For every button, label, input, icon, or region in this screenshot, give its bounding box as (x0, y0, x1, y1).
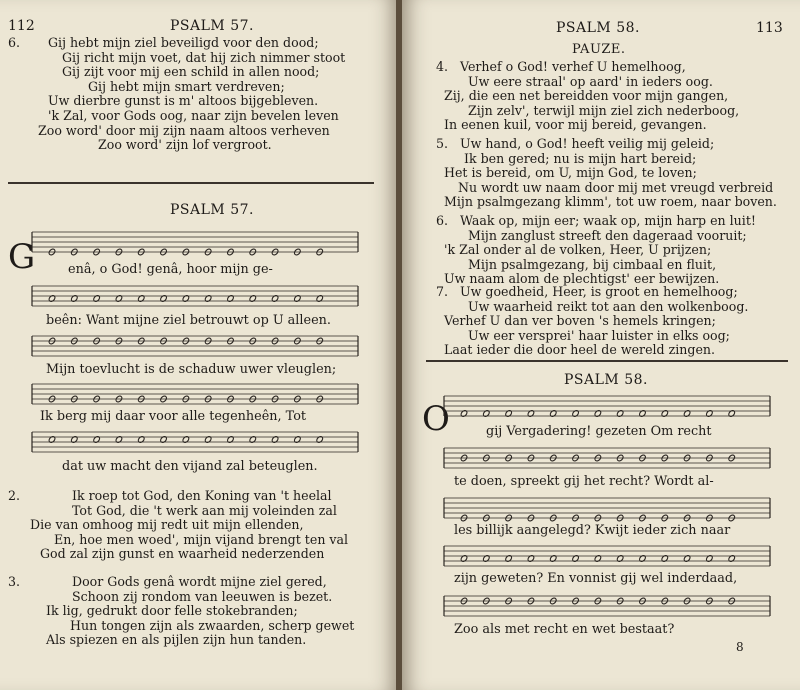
verse-line: Waak op, mijn eer; waak op, mijn harp en luit! (460, 213, 756, 228)
verse-line: Verhef U dan ver boven 's hemels kringen; (444, 313, 716, 329)
running-head: PSALM 58. (556, 20, 640, 36)
verse-line: Uw eer versprei' haar luister in elks oog; (468, 327, 730, 343)
verse-line: Zoo word' zijn lof vergroot. (98, 137, 272, 153)
verse-line: Uw naam alom de plechtigst' eer bewijzen. (444, 271, 720, 287)
right-page (402, 0, 800, 690)
verse-line: Ik ben gered; nu is mijn hart bereid; (464, 150, 697, 166)
verse-line: Ik lig, gedrukt door felle stokebranden; (46, 603, 298, 619)
verse-block (38, 35, 346, 153)
verse-line: Tot God, die 't werk aan mij voleinden zal (72, 502, 337, 518)
verse-number: 3. (8, 574, 21, 589)
music-staff (30, 226, 360, 262)
verse-line: Het is bereid, om U, mijn God, te loven; (444, 165, 697, 181)
verse-line: Zij, die een net bereidden voor mijn gangen, (444, 88, 729, 104)
lyric-line: beên: Want mijne ziel betrouwt op U alleen. (46, 313, 331, 328)
lyric-line: te doen, spreekt gij het recht? Wordt al- (454, 474, 714, 489)
lyric-line: zijn geweten? En vonnist gij wel inderdaad, (454, 571, 738, 586)
verse-line: God zal zijn gunst en waarheid nederzenden (40, 546, 325, 562)
verse-number: 6. (436, 213, 449, 228)
drop-capital: O (422, 399, 450, 439)
lyric-line: Ik berg mij daar voor alle tegenheên, Tot (40, 409, 307, 424)
verse-line: Uw waarheid reikt tot aan den wolkenboog. (468, 298, 749, 314)
verse-number: 4. (436, 59, 449, 74)
verse-block (444, 213, 756, 287)
music-staff (442, 390, 772, 426)
left-page (0, 0, 398, 690)
verse-line: Gij zijt voor mij een schild in allen nood; (62, 64, 320, 80)
verse-number: 7. (436, 284, 449, 299)
verse-line: Mijn psalmgezang, bij cimbaal en fluit, (468, 256, 717, 272)
music-staff (30, 330, 360, 366)
verse-block (30, 488, 349, 562)
music-staff (30, 426, 360, 462)
page-number: 113 (756, 20, 783, 36)
page-number: 112 (8, 18, 35, 34)
verse-line: In eenen kuil, voor mij bereid, gevangen. (444, 117, 707, 133)
verse-line: Ik roep tot God, den Koning van 't heelal (72, 488, 332, 503)
hymn-title: PSALM 58. (564, 372, 648, 388)
verse-line: Schoon zij rondom van leeuwen is bezet. (72, 588, 333, 604)
verse-block (444, 136, 777, 210)
verse-line: Door Gods genâ wordt mijne ziel gered, (72, 574, 327, 589)
music-staff (30, 280, 360, 316)
verse-line: Gij richt mijn voet, dat hij zich nimmer stoot (62, 49, 346, 65)
verse-line: Gij hebt mijn smart verdreven; (88, 78, 285, 94)
hymn-title: PSALM 57. (170, 202, 254, 218)
lyric-line: gij Vergadering! gezeten Om recht (486, 424, 712, 439)
section-divider (8, 182, 374, 184)
verse-line: Mijn zanglust streeft den dageraad vooruit; (468, 227, 747, 243)
verse-line: Laat ieder die door heel de wereld zingen. (444, 342, 716, 358)
verse-block (444, 284, 749, 358)
verse-line: Hun tongen zijn als zwaarden, scherp gewet (70, 617, 355, 633)
verse-line: Uw goedheid, Heer, is groot en hemelhoog; (460, 284, 738, 299)
verse-line: Die van omhoog mij redt uit mijn ellenden, (30, 517, 304, 533)
pause-label: PAUZE. (572, 42, 626, 57)
verse-line: Verhef o God! verhef U hemelhoog, (460, 59, 686, 74)
verse-line: 'k Zal, voor Gods oog, naar zijn bevelen leven (48, 107, 339, 123)
drop-capital: G (8, 237, 36, 277)
verse-line: Uw dierbre gunst is m' altoos bijgebleven. (48, 93, 319, 109)
verse-line: Nu wordt uw naam door mij met vreugd verbreid (458, 179, 774, 195)
verse-number: 5. (436, 136, 449, 151)
verse-line: Mijn psalmgezang klimm', tot uw roem, naar boven. (444, 194, 777, 210)
verse-block (48, 575, 354, 648)
verse-line: Gij hebt mijn ziel beveiligd voor den dood; (48, 35, 319, 50)
running-head: PSALM 57. (170, 18, 254, 34)
verse-number: 6. (8, 35, 21, 50)
verse-number: 2. (8, 488, 21, 503)
lyric-line: Zoo als met recht en wet bestaat? (454, 622, 675, 637)
music-staff (442, 590, 772, 626)
lyric-line: dat uw macht den vijand zal beteuglen. (62, 459, 318, 474)
music-staff (442, 442, 772, 478)
section-divider (426, 360, 788, 362)
lyric-line: les billijk aangelegd? Kwijt ieder zich naar (454, 523, 731, 538)
lyric-line: enâ, o God! genâ, hoor mijn ge- (68, 262, 273, 277)
signature-mark: 8 (736, 640, 744, 654)
verse-block (444, 59, 740, 133)
verse-line: Uw hand, o God! heeft veilig mij geleid; (460, 136, 715, 151)
verse-line: En, hoe men woed', mijn vijand brengt ten val (54, 531, 349, 547)
verse-line: Zoo word' door mij zijn naam altoos verheven (38, 122, 330, 138)
verse-line: Als spiezen en als pijlen zijn hun tanden. (46, 632, 307, 648)
lyric-line: Mijn toevlucht is de schaduw uwer vleuglen; (46, 362, 337, 377)
verse-line: Uw eere straal' op aard' in ieders oog. (468, 73, 713, 89)
verse-line: 'k Zal onder al de volken, Heer, U prijzen; (444, 242, 712, 258)
verse-line: Zijn zelv', terwijl mijn ziel zich nederboog, (468, 102, 740, 118)
